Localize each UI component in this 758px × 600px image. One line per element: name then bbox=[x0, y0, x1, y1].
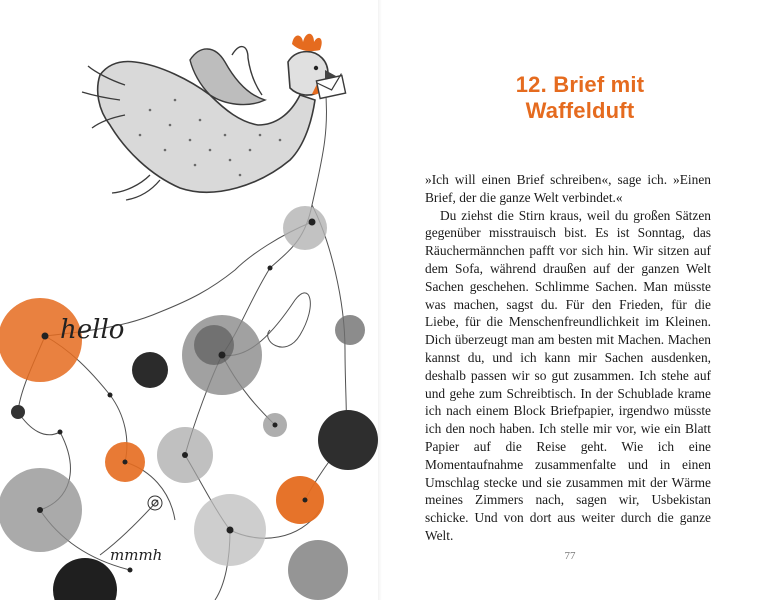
black-blot bbox=[132, 352, 168, 388]
gray-blot bbox=[288, 540, 348, 600]
chapter-body bbox=[425, 171, 711, 545]
chapter-title: 12. Brief mit Waffelduft bbox=[515, 72, 645, 123]
gray-blot bbox=[283, 206, 327, 250]
text-page bbox=[380, 0, 758, 600]
gray-blot-dark bbox=[194, 325, 234, 365]
ink-blots bbox=[0, 206, 378, 600]
hen-eye bbox=[314, 66, 318, 70]
small-blot bbox=[11, 405, 25, 419]
hen-comb bbox=[292, 34, 322, 51]
handwriting-hello: hello bbox=[60, 315, 125, 345]
flying-hen bbox=[82, 34, 346, 200]
paragraph: »Ich will einen Brief schreiben«, sage ich. »Einen Brief, der die ganze Welt verbindet.« bbox=[425, 172, 711, 205]
gray-blot bbox=[335, 315, 365, 345]
handwriting-mmmh: mmmh bbox=[110, 546, 163, 564]
paragraph: Du ziehst die Stirn kraus, weil du großen Sätzen gegenüber misstrauisch bist. Es ist Sonntag, das Räuchermännchen pafft vor sich hin. Wir sitzen auf dem Sofa, während draußen auf der ganzen Welt Sachen geschehen. Schlimme Sachen. Man müsste was machen, sagst du. Für den Frieden, für die Liebe, für die Menschenfreundlichkeit im Kleinen. Dich überzeugt man am besten mit Machen. Machen kannst du, und ich kann mir Sachen ausdenken, deshalb passen wir so gut zusammen. Ich stehe auf und gehe zum Schreibtisch. In der Schublade krame ich nach einem Block Briefpapier, irgendwo müsste ich den noch haben. Ich stelle mir vor, wie ein Blatt Papier auf die Reise geht. Wie ich eine Momentaufnahme zusammenfalte und in einen Umschlag stecke und sie zusammen mit der Wärme meines Zimmers nach, sagen wir, Usbekistan schicke. Und von dort aus weiter durch die ganze Welt. bbox=[425, 207, 711, 543]
orange-blot bbox=[276, 476, 324, 524]
hen-feet bbox=[112, 175, 160, 200]
page-number: 77 bbox=[564, 550, 576, 562]
black-blot-large bbox=[318, 410, 378, 470]
black-blot bbox=[53, 558, 117, 600]
